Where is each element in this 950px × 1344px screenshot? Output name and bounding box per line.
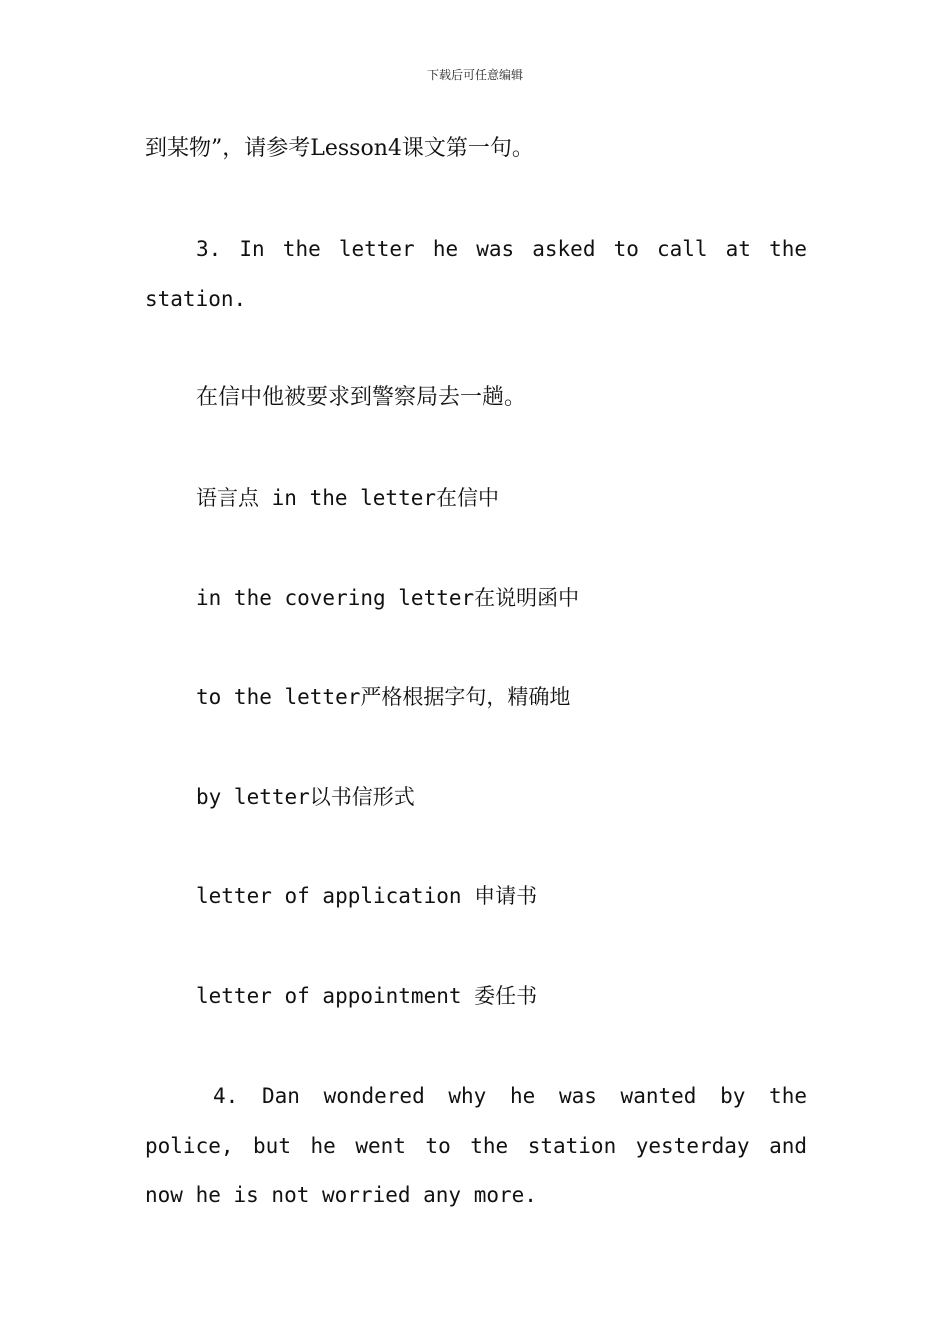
text-line-5: 语言点 in the letter在信中 bbox=[196, 486, 500, 510]
text-line-11: 4. Dan wondered why he was wanted by the bbox=[213, 1084, 807, 1108]
text-line-9: letter of application 申请书 bbox=[196, 884, 538, 908]
text-line-6: in the covering letter在说明函中 bbox=[196, 586, 580, 610]
text-line-4: 在信中他被要求到警察局去一趟。 bbox=[196, 385, 527, 410]
text-line-10: letter of appointment 委任书 bbox=[196, 984, 538, 1008]
page-header: 下载后可任意编辑 bbox=[426, 68, 523, 82]
text-line-8: by letter以书信形式 bbox=[196, 785, 415, 809]
text-line-13: now he is not worried any more. bbox=[145, 1183, 537, 1207]
text-line-1: 到某物”，请参考Lesson4课文第一句。 bbox=[145, 136, 534, 161]
text-line-2: 3. In the letter he was asked to call at the bbox=[196, 237, 807, 261]
text-line-7: to the letter严格根据字句，精确地 bbox=[196, 685, 571, 709]
text-line-3: station. bbox=[145, 287, 247, 311]
text-line-12: police, but he went to the station yesterday and bbox=[145, 1134, 807, 1158]
